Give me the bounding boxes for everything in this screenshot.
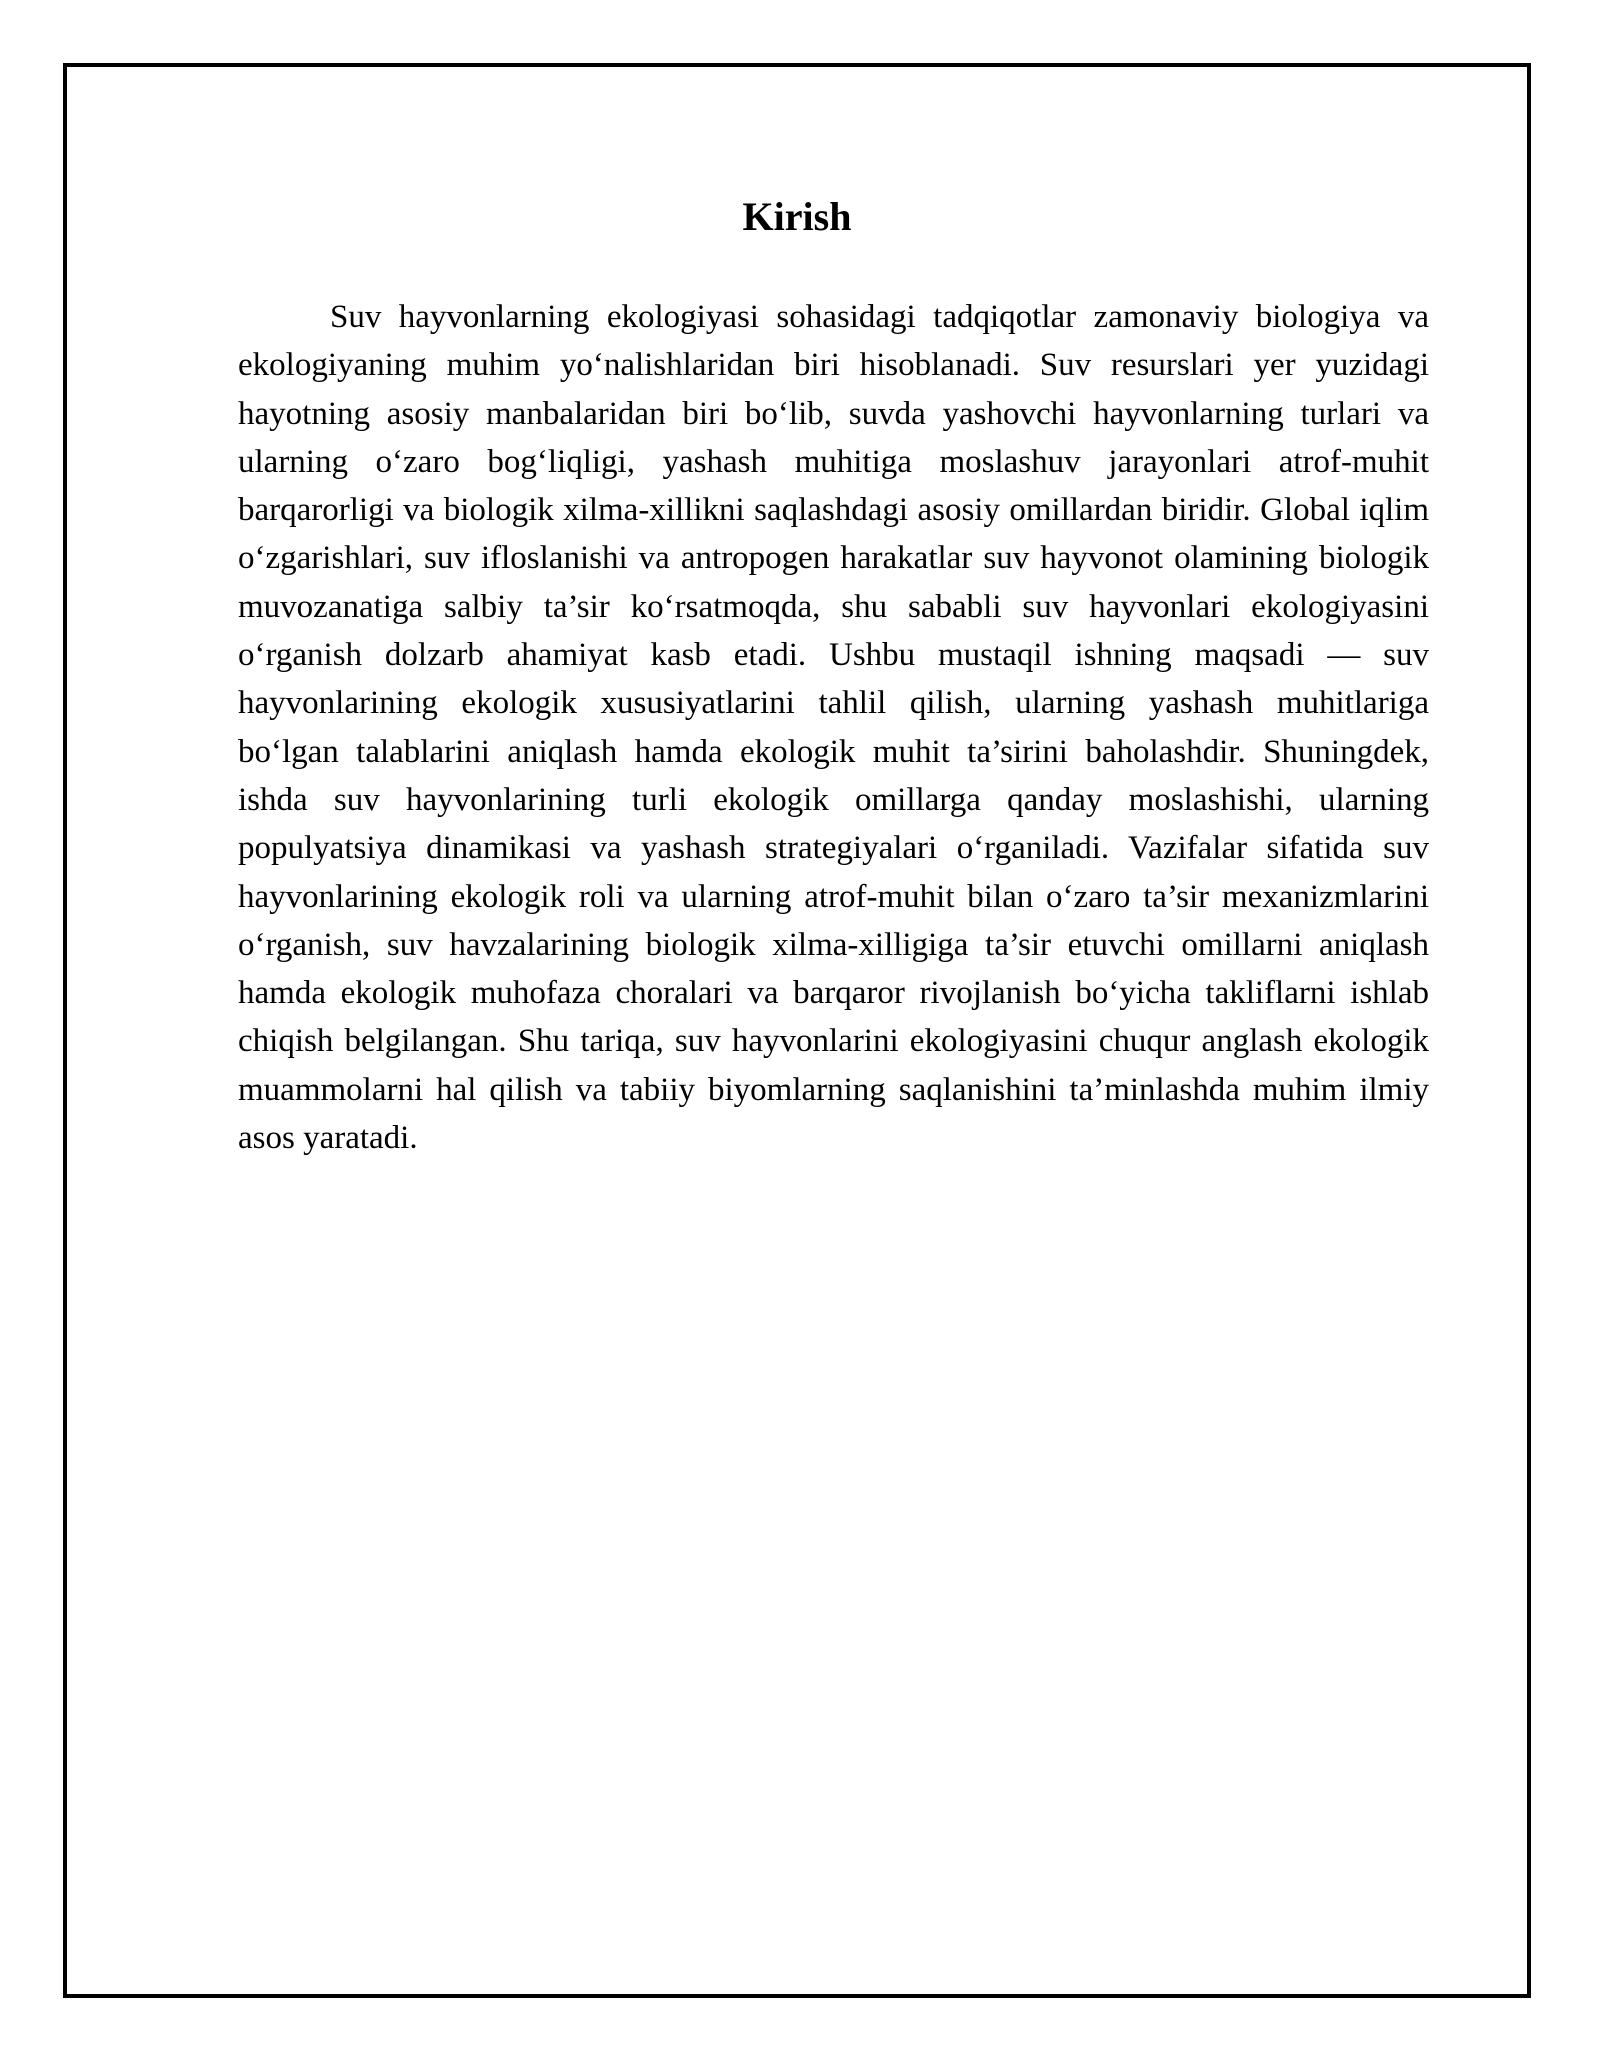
- body-paragraph: Suv hayvonlarning ekologiyasi sohasidagi tadqiqotlar zamonaviy biologiya va ekologiyaning muhim yo‘nalishlaridan biri hisoblanadi. Suv resurslari yer yuzidagi hayotning asosiy manbalaridan biri bo‘lib, suvda yashovchi hayvonlarning turlari va ularning o‘zaro bog‘liqligi, yashash muhitiga moslashuv jarayonlari atrof-muhit barqarorligi va biologik xilma-xillikni saqlashdagi asosiy omillardan biridir. Global iqlim o‘zgarishlari, suv ifloslanishi va antropogen harakatlar suv hayvonot olamining biologik muvozanatiga salbiy ta’sir ko‘rsatmoqda, shu sababli suv hayvonlari ekologiyasini o‘rganish dolzarb ahamiyat kasb etadi. Ushbu mustaqil ishning maqsadi — suv hayvonlarining ekologik xususiyatlarini tahlil qilish, ularning yashash muhitlariga bo‘lgan talablarini aniqlash hamda ekologik muhit ta’sirini baholashdir. Shuningdek, ishda suv hayvonlarining turli ekologik omillarga qanday moslashishi, ularning populyatsiya dinamikasi va yashash strategiyalari o‘rganiladi. Vazifalar sifatida suv hayvonlarining ekologik roli va ularning atrof-muhit bilan o‘zaro ta’sir mexanizmlarini o‘rganish, suv havzalarining biologik xilma-xilligiga ta’sir etuvchi omillarni aniqlash hamda ekologik muhofaza choralari va barqaror rivojlanish bo‘yicha takliflarni ishlab chiqish belgilangan. Shu tariqa, suv hayvonlarini ekologiyasini chuqur anglash ekologik muammolarni hal qilish va tabiiy biyomlarning saqlanishini ta’minlashda muhim ilmiy asos yaratadi.: [238, 299, 1429, 1157]
- document-title: Kirish: [742, 194, 852, 239]
- page-border-frame: [63, 63, 1531, 1998]
